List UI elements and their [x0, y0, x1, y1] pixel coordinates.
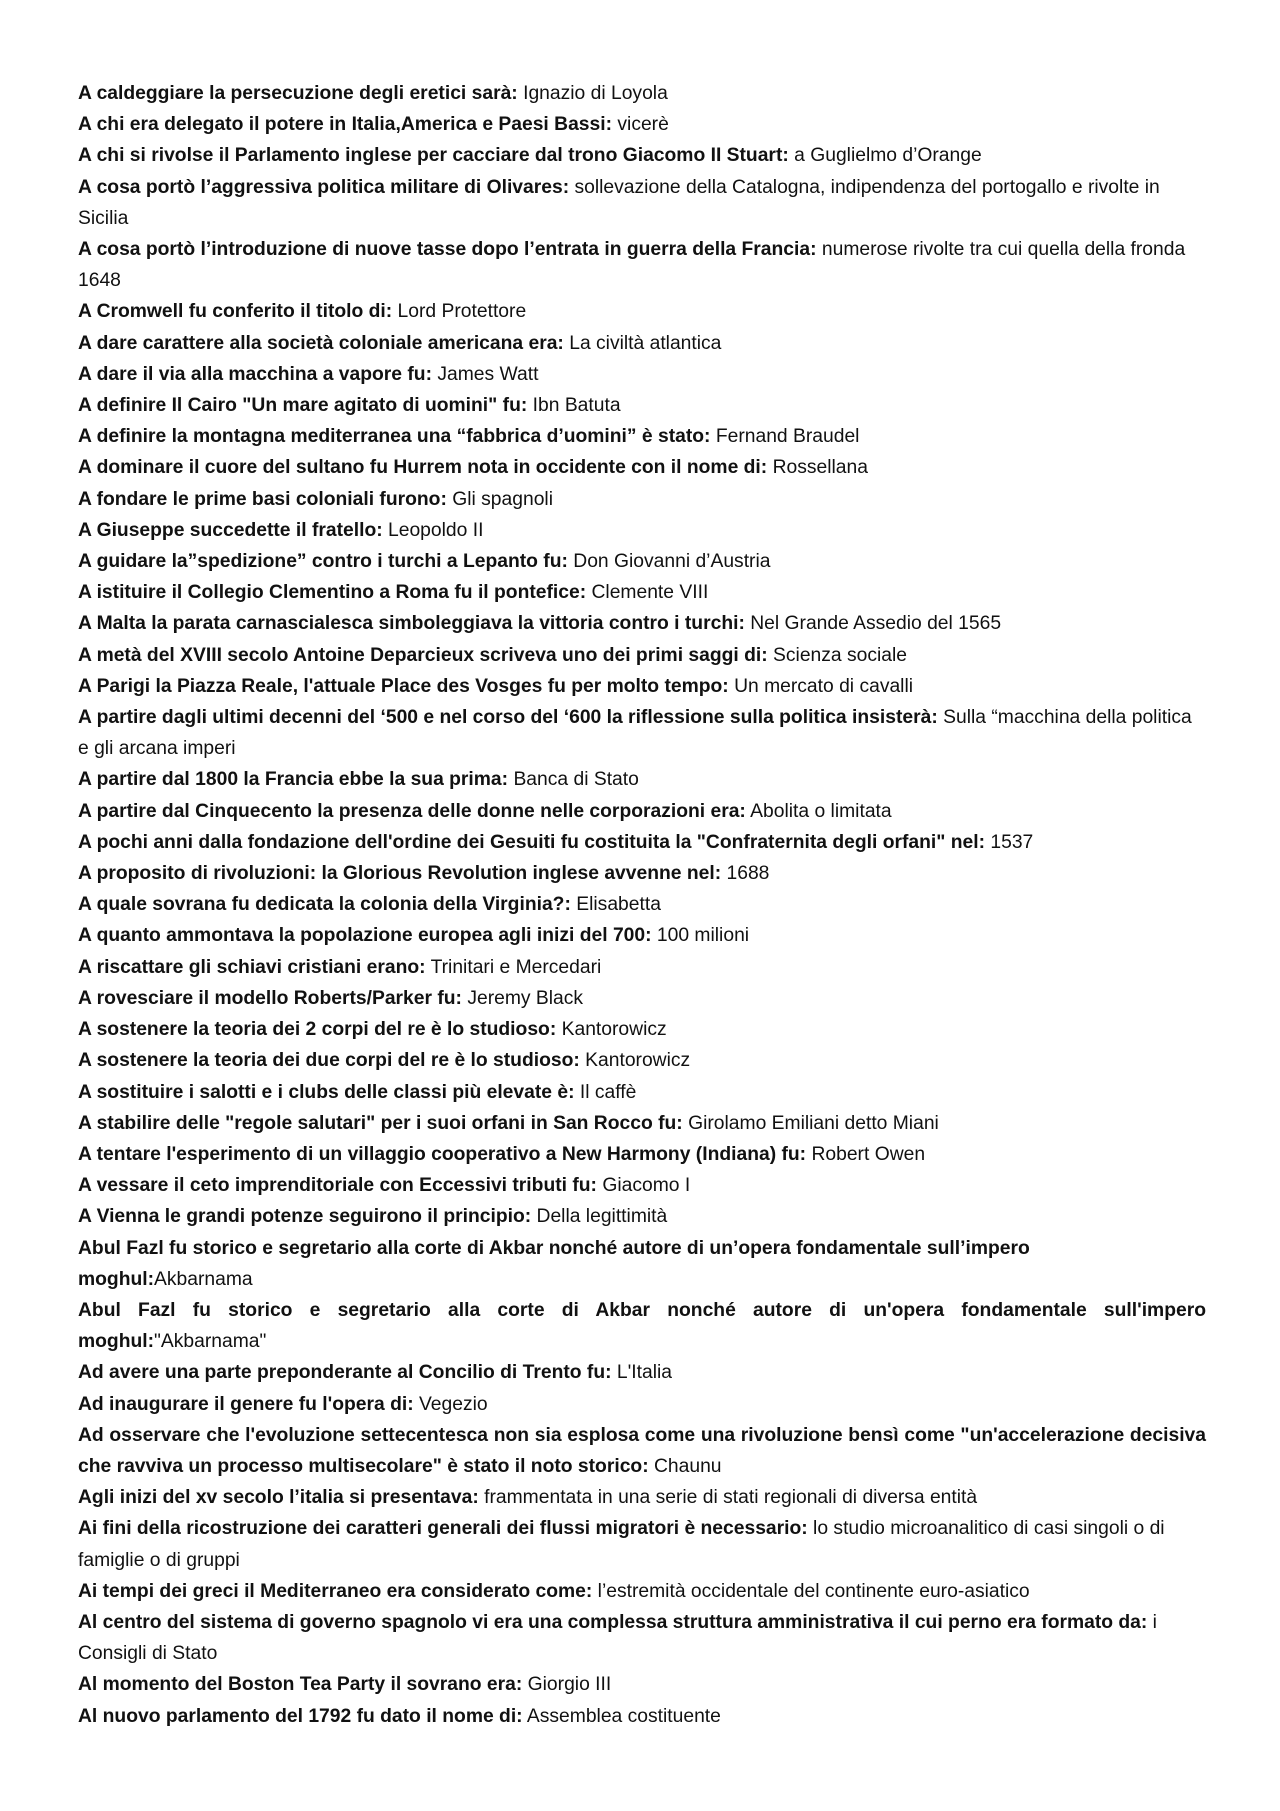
- question-text: A partire dal 1800 la Francia ebbe la sua prima:: [78, 769, 509, 791]
- answer-text: a Guglielmo d’Orange: [788, 145, 982, 167]
- qa-entry: [78, 234, 1206, 296]
- question-text: A partire dal Cinquecento la presenza delle donne nelle corporazioni era:: [78, 800, 746, 822]
- answer-text: Giacomo I: [596, 1175, 691, 1197]
- qa-entry: [78, 889, 1206, 920]
- answer-text: Leopoldo II: [382, 519, 484, 541]
- answer-text: Jeremy Black: [461, 987, 584, 1009]
- answer-text: Nel Grande Assedio del 1565: [744, 613, 1002, 635]
- question-text: A chi si rivolse il Parlamento inglese per cacciare dal trono Giacomo II Stuart:: [78, 145, 789, 167]
- answer-text: numerose rivolte tra cui quella della fronda 1648: [78, 239, 1186, 292]
- qa-entry: [78, 1389, 1206, 1420]
- answer-text: Girolamo Emiliani detto Miani: [682, 1112, 939, 1134]
- answer-text: Ignazio di Loyola: [517, 83, 668, 104]
- qa-entry: [78, 296, 1206, 327]
- question-text: Ai tempi dei greci il Mediterraneo era considerato come:: [78, 1580, 593, 1602]
- answer-text: Don Giovanni d’Austria: [567, 551, 771, 573]
- qa-entry: [78, 671, 1206, 702]
- answer-text: Sulla “macchina della politica e gli arcana imperi: [78, 707, 1192, 760]
- question-text: A partire dagli ultimi decenni del ‘500 e nel corso del ‘600 la riflessione sulla politica insisterà:: [78, 707, 938, 729]
- question-text: Agli inizi del xv secolo l’italia si presentava:: [78, 1487, 479, 1509]
- question-text: A Giuseppe succedette il fratello:: [78, 519, 383, 541]
- question-text: A guidare la”spedizione” contro i turchi a Lepanto fu:: [78, 551, 568, 573]
- qa-entry: [78, 1014, 1206, 1045]
- answer-text: Ibn Batuta: [527, 395, 621, 417]
- question-text: A quanto ammontava la popolazione europea agli inizi del 700:: [78, 925, 652, 947]
- answer-text: "Akbarnama": [154, 1331, 267, 1353]
- question-text: A stabilire delle "regole salutari" per i suoi orfani in San Rocco fu:: [78, 1112, 683, 1134]
- question-text: Al centro del sistema di governo spagnolo vi era una complessa struttura amministrativa il cui perno era formato da:: [78, 1611, 1148, 1633]
- question-text: Al nuovo parlamento del 1792 fu dato il nome di:: [78, 1705, 523, 1727]
- qa-entry: [78, 359, 1206, 390]
- question-text: A istituire il Collegio Clementino a Roma fu il pontefice:: [78, 582, 587, 604]
- qa-entry: [78, 1108, 1206, 1139]
- qa-entry: [78, 1576, 1206, 1607]
- qa-entry: [78, 640, 1206, 671]
- qa-entry: [78, 452, 1206, 483]
- answer-text: Il caffè: [574, 1081, 637, 1103]
- qa-entry: [78, 796, 1206, 827]
- question-text: A pochi anni dalla fondazione dell'ordine dei Gesuiti fu costituita la "Confraternita degli orfani" nel:: [78, 831, 986, 853]
- answer-text: Banca di Stato: [508, 769, 639, 791]
- answer-text: Kantorowicz: [579, 1050, 691, 1072]
- question-text: A definire Il Cairo "Un mare agitato di uomini" fu:: [78, 395, 528, 417]
- qa-entry: [78, 1201, 1206, 1232]
- qa-entry: [78, 608, 1206, 639]
- question-text: A proposito di rivoluzioni: la Glorious Revolution inglese avvenne nel:: [78, 863, 722, 885]
- qa-entry: [78, 1295, 1206, 1357]
- answer-text: Fernand Braudel: [710, 426, 860, 448]
- answer-text: Vegezio: [413, 1393, 488, 1415]
- qa-entry: [78, 172, 1206, 234]
- answer-text: Elisabetta: [570, 894, 661, 916]
- qa-entry: [78, 1607, 1206, 1669]
- answer-text: Clemente VIII: [586, 582, 709, 604]
- qa-entry: [78, 858, 1206, 889]
- qa-entry: [78, 1139, 1206, 1170]
- answer-text: lo studio microanalitico di casi singoli o di famiglie o di gruppi: [78, 1518, 1165, 1571]
- qa-entry: [78, 827, 1206, 858]
- qa-entry: [78, 1701, 1206, 1732]
- qa-entry: [78, 1233, 1206, 1295]
- qa-entry: [78, 702, 1206, 764]
- answer-text: James Watt: [432, 363, 539, 385]
- answer-text: Giorgio III: [522, 1674, 612, 1696]
- qa-entry: [78, 1170, 1206, 1201]
- qa-entry: [78, 920, 1206, 951]
- question-text: A metà del XVIII secolo Antoine Deparcieux scriveva uno dei primi saggi di:: [78, 644, 768, 666]
- qa-entry: [78, 1045, 1206, 1076]
- question-text: A Vienna le grandi potenze seguirono il principio:: [78, 1206, 532, 1228]
- question-text: A Cromwell fu conferito il titolo di:: [78, 301, 393, 323]
- question-text: A dominare il cuore del sultano fu Hurrem nota in occidente con il nome di:: [78, 457, 768, 479]
- answer-text: l’estremità occidentale del continente euro-asiatico: [592, 1580, 1030, 1602]
- qa-entry: [78, 421, 1206, 452]
- qa-entry: [78, 764, 1206, 795]
- question-text: A vessare il ceto imprenditoriale con Eccessivi tributi fu:: [78, 1175, 597, 1197]
- question-text: A dare carattere alla società coloniale americana era:: [78, 332, 564, 354]
- answer-text: Assemblea costituente: [522, 1705, 721, 1727]
- question-text: Ad osservare che l'evoluzione settecentesca non sia esplosa come una rivoluzione bensì come "un'accelerazione decisiva che ravviva un processo multisecolare" è stato il noto storico:: [78, 1424, 1206, 1477]
- qa-entry: [78, 1357, 1206, 1388]
- question-text: A Malta la parata carnascialesca simboleggiava la vittoria contro i turchi:: [78, 613, 745, 635]
- qa-entry: [78, 1482, 1206, 1513]
- question-text: A sostenere la teoria dei due corpi del re è lo studioso:: [78, 1050, 580, 1072]
- qa-entry: [78, 1513, 1206, 1575]
- question-text: Ai fini della ricostruzione dei caratteri generali dei flussi migratori è necessario:: [78, 1518, 808, 1540]
- question-text: Al momento del Boston Tea Party il sovrano era:: [78, 1674, 523, 1696]
- answer-text: vicerè: [612, 114, 669, 136]
- question-text: Ad avere una parte preponderante al Concilio di Trento fu:: [78, 1362, 612, 1384]
- answer-text: frammentata in una serie di stati regionali di diversa entità: [478, 1487, 978, 1509]
- answer-text: Un mercato di cavalli: [728, 675, 914, 697]
- question-text: A sostituire i salotti e i clubs delle classi più elevate è:: [78, 1081, 575, 1103]
- answer-text: 100 milioni: [651, 925, 750, 947]
- qa-entry: [78, 1420, 1206, 1482]
- document-page: [78, 78, 1206, 1732]
- question-text: A caldeggiare la persecuzione degli eretici sarà:: [78, 83, 518, 104]
- answer-text: Lord Protettore: [392, 301, 527, 323]
- question-text: A chi era delegato il potere in Italia,America e Paesi Bassi:: [78, 114, 613, 136]
- answer-text: i Consigli di Stato: [78, 1611, 1157, 1665]
- answer-text: Rossellana: [767, 457, 868, 479]
- qa-entry: [78, 390, 1206, 421]
- qa-entry: [78, 515, 1206, 546]
- question-text: A dare il via alla macchina a vapore fu:: [78, 363, 432, 385]
- answer-text: sollevazione della Catalogna, indipendenza del portogallo e rivolte in Sicilia: [78, 176, 1160, 229]
- question-text: A definire la montagna mediterranea una “fabbrica d’uomini” è stato:: [78, 426, 711, 448]
- question-text: Ad inaugurare il genere fu l'opera di:: [78, 1393, 414, 1415]
- answer-text: Robert Owen: [806, 1143, 926, 1165]
- qa-entry: [78, 328, 1206, 359]
- answer-text: Kantorowicz: [556, 1019, 667, 1041]
- question-text: A sostenere la teoria dei 2 corpi del re è lo studioso:: [78, 1019, 557, 1041]
- answer-text: Scienza sociale: [767, 644, 908, 666]
- question-text: A Parigi la Piazza Reale, l'attuale Place des Vosges fu per molto tempo:: [78, 675, 729, 697]
- question-text: A rovesciare il modello Roberts/Parker fu:: [78, 987, 462, 1009]
- answer-text: Chaunu: [648, 1455, 722, 1477]
- question-text: A riscattare gli schiavi cristiani erano:: [78, 956, 426, 978]
- qa-entry: [78, 952, 1206, 983]
- answer-text: L'Italia: [611, 1362, 673, 1384]
- question-text: Abul Fazl fu storico e segretario alla corte di Akbar nonché autore di un’opera fondamentale sull’impero moghul:: [78, 1237, 1030, 1290]
- qa-entry: [78, 109, 1206, 140]
- answer-text: Abolita o limitata: [745, 800, 892, 822]
- question-text: A fondare le prime basi coloniali furono:: [78, 488, 447, 510]
- qa-entry: [78, 546, 1206, 577]
- question-text: A cosa portò l’aggressiva politica militare di Olivares:: [78, 176, 570, 198]
- answer-text: 1688: [721, 863, 770, 885]
- question-text: A quale sovrana fu dedicata la colonia della Virginia?:: [78, 894, 571, 916]
- answer-text: Della legittimità: [531, 1206, 668, 1228]
- answer-text: Akbarnama: [154, 1268, 253, 1290]
- qa-entry: [78, 78, 1206, 109]
- answer-text: 1537: [985, 831, 1034, 853]
- answer-text: La civiltà atlantica: [563, 332, 722, 354]
- qa-entry: [78, 140, 1206, 171]
- qa-entry: [78, 484, 1206, 515]
- answer-text: Trinitari e Mercedari: [425, 956, 602, 978]
- answer-text: Gli spagnoli: [446, 488, 553, 510]
- question-text: Abul Fazl fu storico e segretario alla corte di Akbar nonché autore di un'opera fondamentale sull'impero moghul:: [78, 1299, 1206, 1353]
- qa-entry: [78, 1077, 1206, 1108]
- question-text: A tentare l'esperimento di un villaggio cooperativo a New Harmony (Indiana) fu:: [78, 1143, 807, 1165]
- qa-entry: [78, 577, 1206, 608]
- question-text: A cosa portò l’introduzione di nuove tasse dopo l’entrata in guerra della Francia:: [78, 239, 817, 261]
- qa-entry: [78, 1669, 1206, 1700]
- qa-entry: [78, 983, 1206, 1014]
